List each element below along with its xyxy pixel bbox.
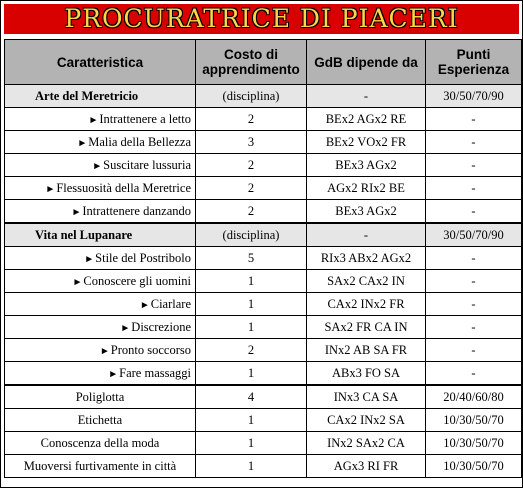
skill-name: Conoscenza della moda [5,432,196,455]
skill-gdb: INx3 CA SA [307,385,426,409]
skill-name-cell [5,339,196,362]
table-title: PROCURATRICE DI PIACERI [4,4,519,34]
arrow-right-icon: ► [72,276,83,288]
skill-gdb: ABx3 FO SA [307,362,426,386]
skill-xp: 10/30/50/70 [426,432,522,455]
arrow-right-icon: ► [92,160,103,172]
skill-name: Poliglotta [5,385,196,409]
section-gdb: - [307,85,426,108]
skill-cost: 5 [196,247,307,270]
arrow-right-icon: ► [45,183,56,195]
skill-cost: 3 [196,131,307,154]
skill-xp: - [426,108,522,131]
skill-xp: - [426,131,522,154]
skill-gdb: CAx2 INx2 SA [307,409,426,432]
skill-name: Malia della Bellezza [88,134,191,149]
skill-gdb: SAx2 CAx2 IN [307,270,426,293]
skill-xp: - [426,339,522,362]
skill-name: Discrezione [131,319,191,334]
arrow-right-icon: ► [77,137,88,149]
skill-name: Stile del Postribolo [95,250,191,265]
skill-name-cell [5,154,196,177]
skill-name-cell [5,108,196,131]
skill-xp: - [426,200,522,224]
skill-name-cell [5,270,196,293]
skill-xp: - [426,293,522,316]
skill-gdb: BEx2 VOx2 FR [307,131,426,154]
skill-gdb: SAx2 FR CA IN [307,316,426,339]
arrow-right-icon: ► [84,253,95,265]
skill-name: Suscitare lussuria [103,157,191,172]
skill-gdb: BEx2 AGx2 RE [307,108,426,131]
skill-cost: 2 [196,108,307,131]
skill-xp: - [426,247,522,270]
skill-name: Flessuosità della Meretrice [56,180,191,195]
skill-cost: 2 [196,177,307,200]
header-punti-esperienza: Punti Esperienza [426,40,522,85]
skill-cost: 2 [196,200,307,224]
skill-cost: 2 [196,154,307,177]
arrow-right-icon: ► [139,299,150,311]
section-xp: 30/50/70/90 [426,85,522,108]
skill-gdb: INx2 AB SA FR [307,339,426,362]
skill-gdb: RIx3 ABx2 AGx2 [307,247,426,270]
skill-name-cell [5,131,196,154]
skill-cost: 1 [196,432,307,455]
table-row [5,200,522,224]
skill-cost: 1 [196,270,307,293]
skill-cost: 1 [196,362,307,386]
table-row [5,177,522,200]
skill-name: Intrattenere danzando [82,203,191,218]
skill-gdb: INx2 SAx2 CA [307,432,426,455]
table-row [5,409,522,432]
skill-name: Conoscere gli uomini [83,273,191,288]
skill-name-cell [5,200,196,224]
skill-name: Ciarlare [150,296,191,311]
section-name: Vita nel Lupanare [5,223,196,247]
table-row [5,270,522,293]
skill-xp: 10/30/50/70 [426,455,522,478]
skill-name-cell [5,293,196,316]
skills-table [4,39,522,478]
skill-gdb: CAx2 INx2 FR [307,293,426,316]
skill-gdb: AGx2 RIx2 BE [307,177,426,200]
skill-name: Pronto soccorso [110,342,191,357]
skill-name-cell [5,177,196,200]
skill-cost: 2 [196,339,307,362]
section-cost: (disciplina) [196,223,307,247]
skill-name: Fare massaggi [119,365,191,380]
skill-gdb: BEx3 AGx2 [307,154,426,177]
skill-gdb: BEx3 AGx2 [307,200,426,224]
arrow-right-icon: ► [71,206,82,218]
skill-xp: - [426,362,522,386]
skill-cost: 1 [196,316,307,339]
table-row [5,293,522,316]
skill-name: Muoversi furtivamente in città [5,455,196,478]
skill-gdb: AGx3 RI FR [307,455,426,478]
table-row [5,432,522,455]
skill-xp: - [426,316,522,339]
header-caratteristica: Caratteristica [5,40,196,85]
skill-xp: - [426,177,522,200]
skill-cost: 1 [196,293,307,316]
section-gdb: - [307,223,426,247]
skill-cost: 1 [196,409,307,432]
skill-xp: 20/40/60/80 [426,385,522,409]
skill-name: Intrattenere a letto [99,111,191,126]
table-row [5,131,522,154]
table-row [5,362,522,386]
section-cost: (disciplina) [196,85,307,108]
arrow-right-icon: ► [108,368,119,380]
skill-cost: 4 [196,385,307,409]
header-gdb: GdB dipende da [307,40,426,85]
table-row [5,108,522,131]
skill-xp: - [426,154,522,177]
table-row [5,385,522,409]
arrow-right-icon: ► [120,322,131,334]
section-row [5,85,522,108]
table-row [5,154,522,177]
arrow-right-icon: ► [88,114,99,126]
skill-cost: 1 [196,455,307,478]
skill-name-cell [5,316,196,339]
skill-name-cell [5,362,196,386]
section-name: Arte del Meretricio [5,85,196,108]
table-row [5,316,522,339]
section-xp: 30/50/70/90 [426,223,522,247]
skill-name-cell [5,247,196,270]
header-costo: Costo di apprendimento [196,40,307,85]
skill-xp: - [426,270,522,293]
section-row [5,223,522,247]
header-row [5,40,522,85]
skill-xp: 10/30/50/70 [426,409,522,432]
table-row [5,339,522,362]
table-row [5,247,522,270]
arrow-right-icon: ► [99,345,110,357]
table-row [5,455,522,478]
skill-name: Etichetta [5,409,196,432]
